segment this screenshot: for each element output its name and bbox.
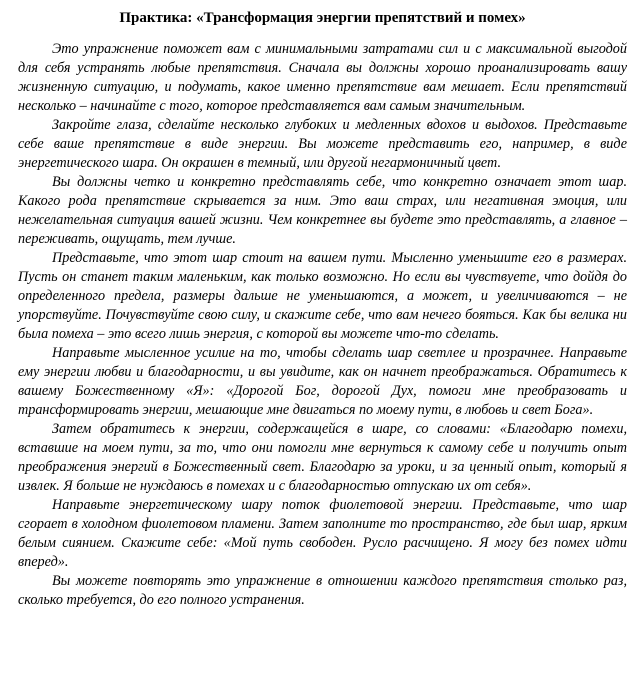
document-page (18, 8, 627, 610)
paragraph-shrink-sphere: Представьте, что этот шар стоит на вашем пути. Мысленно уменьшите его в размерах. Пусть он станет таким маленьким, как только возможно. Но если вы чувствуете, что дойдя до определенного предела, размеры дальше не уменьшаются, а может, и увеличиваются – не упорствуйте. Почувствуйте свою силу, и скажите себе, что вам нечего бояться. Как бы велика ни была помеха – это всего лишь энергия, с которой вы можете что-то сделать. (18, 250, 627, 342)
paragraph-close-eyes: Закройте глаза, сделайте несколько глубоких и медленных вдохов и выдохов. Представьте себе ваше препятствие в виде энергии. Вы можете представить его, например, в виде энергетического шара. Он окрашен в темный, или другой негармоничный цвет. (18, 117, 627, 171)
paragraph-lighten-sphere: Направьте мысленное усилие на то, чтобы сделать шар светлее и прозрачнее. Направьте ему энергии любви и благодарности, и вы увидите, как он начнет преображаться. Обратитесь к вашему Божественному «Я»: «Дорогой Бог, дорогой Дух, помоги мне преобразовать и трансформировать энергии, мешающие мне двигаться по моему пути, в любовь и свет Бога». (18, 345, 627, 418)
paragraph-intro: Это упражнение поможет вам с минимальными затратами сил и с максимальной выгодой для себя устранять любые препятствия. Сначала вы должны хорошо проанализировать вашу жизненную ситуацию, и подумать, какое именно препятствие вам мешает. Если препятствий несколько – начинайте с того, которое представляется вам самым значительным. (18, 41, 627, 114)
paragraph-violet-flame: Направьте энергетическому шару поток фиолетовой энергии. Представьте, что шар сгорает в холодном фиолетовом пламени. Затем заполните то пространство, где был шар, ярким белым сиянием. Скажите себе: «Мой путь свободен. Русло расчищено. Я могу без помех идти вперед». (18, 497, 627, 570)
page-title: Практика: «Трансформация энергии препятствий и помех» (119, 10, 526, 26)
paragraph-repeat: Вы можете повторять это упражнение в отношении каждого препятствия столько раз, сколько требуется, до его полного устранения. (18, 573, 627, 608)
paragraph-define-sphere: Вы должны четко и конкретно представлять себе, что конкретно означает этот шар. Какого рода препятствие скрывается за ним. Это ваш страх, или негативная эмоция, или нежелательная ситуация вашей жизни. Чем конкретнее вы будете это представлять, а главное – переживать, ощущать, тем лучше. (18, 174, 627, 247)
paragraph-gratitude: Затем обратитесь к энергии, содержащейся в шаре, со словами: «Благодарю помехи, вставшие на моем пути, за то, что они помогли мне вернуться к самому себе и получить опыт преображения энергий в Божественный свет. Благодарю за уроки, и за ценный опыт, который я извлек. Я больше не нуждаюсь в помехах и с благодарностью отпускаю их от себя». (18, 421, 627, 494)
